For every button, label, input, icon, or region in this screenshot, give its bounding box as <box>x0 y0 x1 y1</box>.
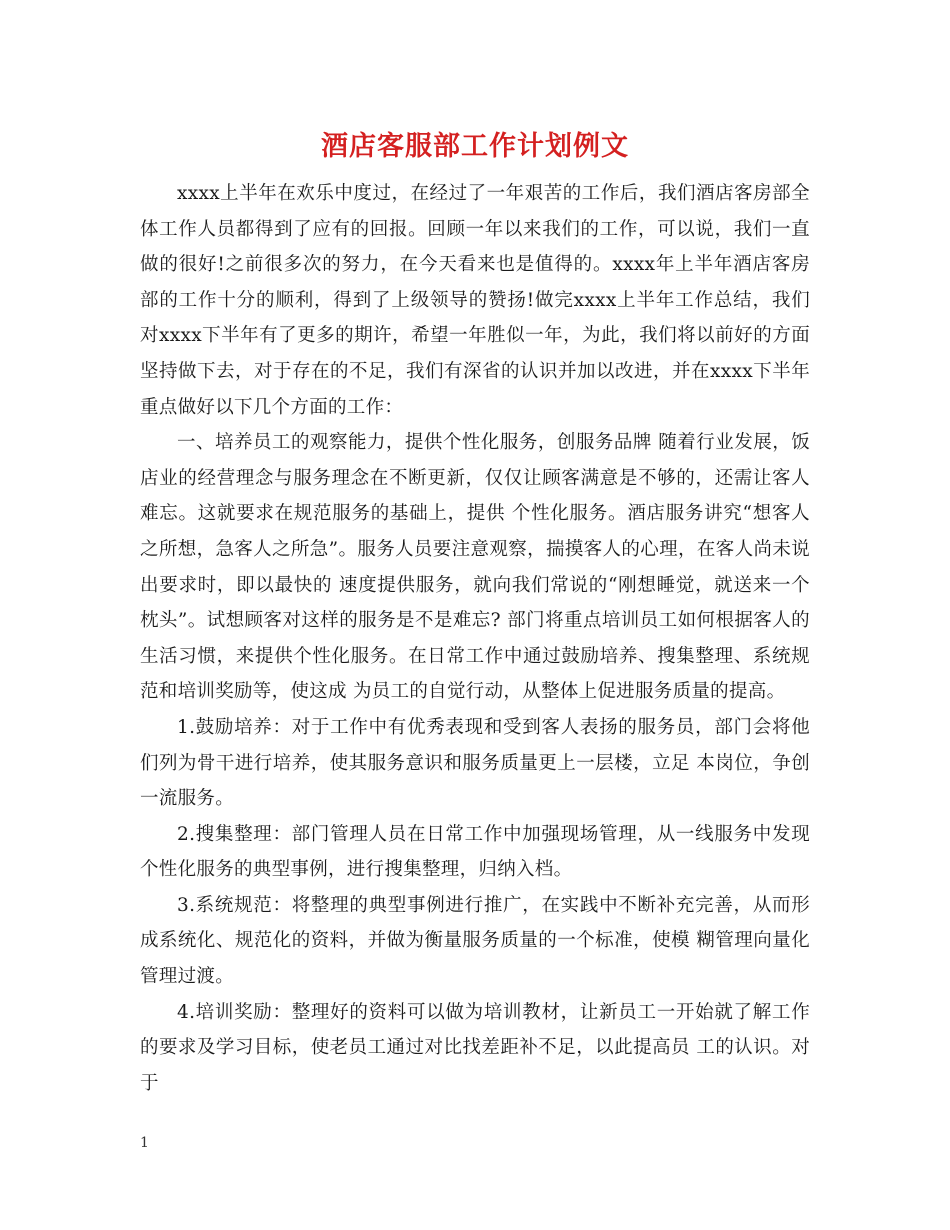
document-title: 酒店客服部工作计划例文 <box>321 131 629 162</box>
item-collect-paragraph: 2.搜集整理：部门管理人员在日常工作中加强现场管理，从一线服务中发现个性化服务的典型事例，进行搜集整理，归纳入档。 <box>140 823 810 881</box>
section-one-paragraph: 一、培养员工的观察能力，提供个性化服务，创服务品牌 随着行业发展，饭店业的经营理念与服务理念在不断更新，仅仅让顾客满意是不够的，还需让客人难忘。这就要求在规范服务的基础上，提供 个性化服务。酒店服务讲究“想客人之所想，急客人之所急”。服务人员要注意观察，揣摸客人的心理，在客人尚未说出要求时，即以最快的 速度提供服务，就向我们常说的“刚想睡觉，就送来一个枕头”。试想顾客对这样的服务是不是难忘? 部门将重点培训员工如何根据客人的生活习惯，来提供个性化服务。在日常工作中通过鼓励培养、搜集整理、系统规范和培训奖励等，使这成 为员工的自觉行动，从整体上促进服务质量的提高。 <box>140 432 810 703</box>
page-number: 1 <box>140 1135 149 1151</box>
item-training-paragraph: 4.培训奖励：整理好的资料可以做为培训教材，让新员工一开始就了解工作的要求及学习目标，使老员工通过对比找差距补不足，以此提高员 工的认识。对于 <box>140 1001 810 1094</box>
intro-paragraph: xxxx上半年在欢乐中度过，在经过了一年艰苦的工作后，我们酒店客房部全体工作人员都得到了应有的回报。回顾一年以来我们的工作，可以说，我们一直做的很好!之前很多次的努力，在今天看来也是值得的。xxxx年上半年酒店客房部的工作十分的顺利，得到了上级领导的赞扬!做完xxxx上半年工作总结，我们对xxxx下半年有了更多的期许，希望一年胜似一年，为此，我们将以前好的方面坚持做下去，对于存在的不足，我们有深省的认识并加以改进，并在xxxx下半年重点做好以下几个方面的工作： <box>140 183 810 418</box>
item-encourage-paragraph: 1.鼓励培养：对于工作中有优秀表现和受到客人表扬的服务员，部门会将他们列为骨干进行培养，使其服务意识和服务质量更上一层楼，立足 本岗位，争创一流服务。 <box>140 716 810 810</box>
item-standardize-paragraph: 3.系统规范：将整理的典型事例进行推广，在实践中不断补充完善，从而形成系统化、规范化的资料，并做为衡量服务质量的一个标准，使模 糊管理向量化管理过渡。 <box>140 894 810 988</box>
document-body <box>140 176 810 1101</box>
